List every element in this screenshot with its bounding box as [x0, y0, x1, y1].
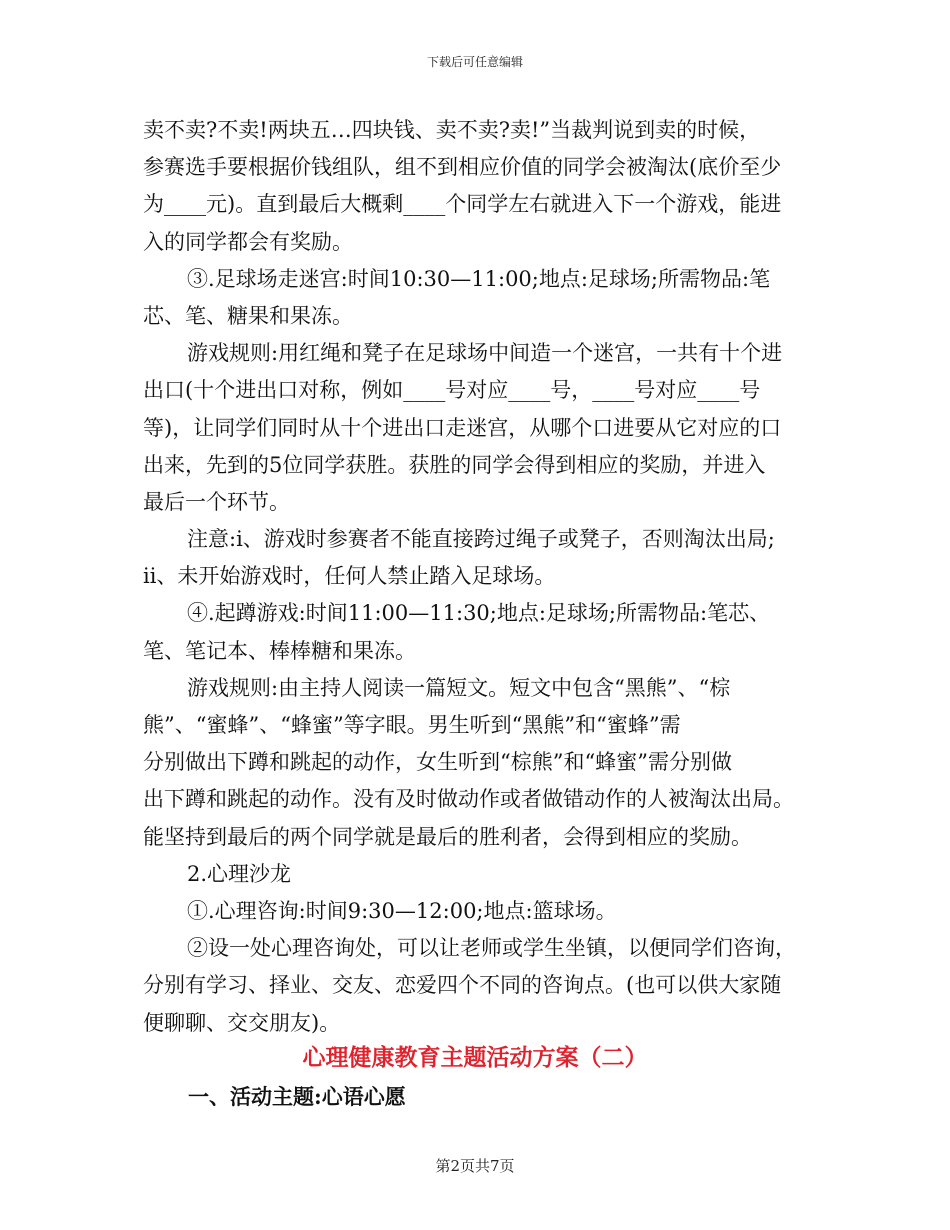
paragraph-line: ③.足球场走迷宫:时间10:30—11:00;地点:足球场;所需物品:笔 — [187, 266, 771, 291]
document-title: 心理健康教育主题活动方案（二） — [302, 1044, 648, 1071]
paragraph-line: 为____元)。直到最后大概剩____个同学左右就进入下一个游戏，能进 — [143, 192, 782, 217]
paragraph-line: 出口(十个进出口对称，例如____号对应____号，____号对应____号 — [143, 378, 761, 403]
paragraph-line: 游戏规则:用红绳和凳子在足球场中间造一个迷宫，一共有十个进 — [187, 341, 783, 366]
paragraph-line: ⅱ、未开始游戏时，任何人禁止踏入足球场。 — [143, 564, 556, 589]
paragraph-line: 分别做出下蹲和跳起的动作，女生听到“棕熊”和“蜂蜜”需分别做 — [143, 750, 732, 775]
paragraph-line: 卖不卖?不卖!两块五…四块钱、卖不卖?卖!”当裁判说到卖的时候， — [143, 118, 761, 142]
section-heading: 2.心理沙龙 — [187, 861, 292, 886]
paragraph-line: 分别有学习、择业、交友、恋爱四个不同的咨询点。(也可以供大家随 — [143, 973, 782, 998]
paragraph-line: 出下蹲和跳起的动作。没有及时做动作或者做错动作的人被淘汰出局。 — [143, 787, 794, 812]
paragraph-line: 芯、笔、糖果和果冻。 — [143, 303, 353, 328]
paragraph-line: 参赛选手要根据价钱组队，组不到相应价值的同学会被淘汰(底价至少 — [143, 155, 782, 180]
page-header: 下载后可任意编辑 — [426, 55, 523, 69]
paragraph-line: ④.起蹲游戏:时间11:00—11:30;地点:足球场;所需物品:笔芯、 — [187, 601, 771, 626]
paragraph-line: 熊”、“蜜蜂”、“蜂蜜”等字眼。男生听到“黑熊”和“蜜蜂”需 — [143, 713, 681, 737]
paragraph-line: 出来，先到的5位同学获胜。获胜的同学会得到相应的奖励，并进入 — [143, 452, 766, 477]
paragraph-line: 最后一个环节。 — [143, 489, 290, 514]
paragraph-line: 入的同学都会有奖励。 — [143, 229, 353, 254]
paragraph-line: 等)，让同学们同时从十个进出口走迷宫，从哪个口进要从它对应的口 — [143, 415, 782, 440]
paragraph-line: 便聊聊、交交朋友)。 — [143, 1010, 341, 1035]
page-footer: 第2页共7页 — [435, 1157, 515, 1175]
body-text — [143, 112, 823, 1042]
paragraph-line: 笔、笔记本、棒棒糖和果冻。 — [143, 638, 416, 663]
paragraph-line: 注意:ⅰ、游戏时参赛者不能直接跨过绳子或凳子，否则淘汰出局; — [187, 527, 775, 552]
subheading: 一、活动主题:心语心愿 — [188, 1084, 406, 1109]
paragraph-line: ①.心理咨询:时间9:30—12:00;地点:篮球场。 — [187, 898, 617, 923]
paragraph-line: 游戏规则:由主持人阅读一篇短文。短文中包含“黑熊”、“棕 — [187, 675, 731, 700]
paragraph-line: 能坚持到最后的两个同学就是最后的胜利者，会得到相应的奖励。 — [143, 824, 752, 849]
paragraph-line: ②设一处心理咨询处，可以让老师或学生坐镇，以便同学们咨询， — [187, 936, 796, 961]
